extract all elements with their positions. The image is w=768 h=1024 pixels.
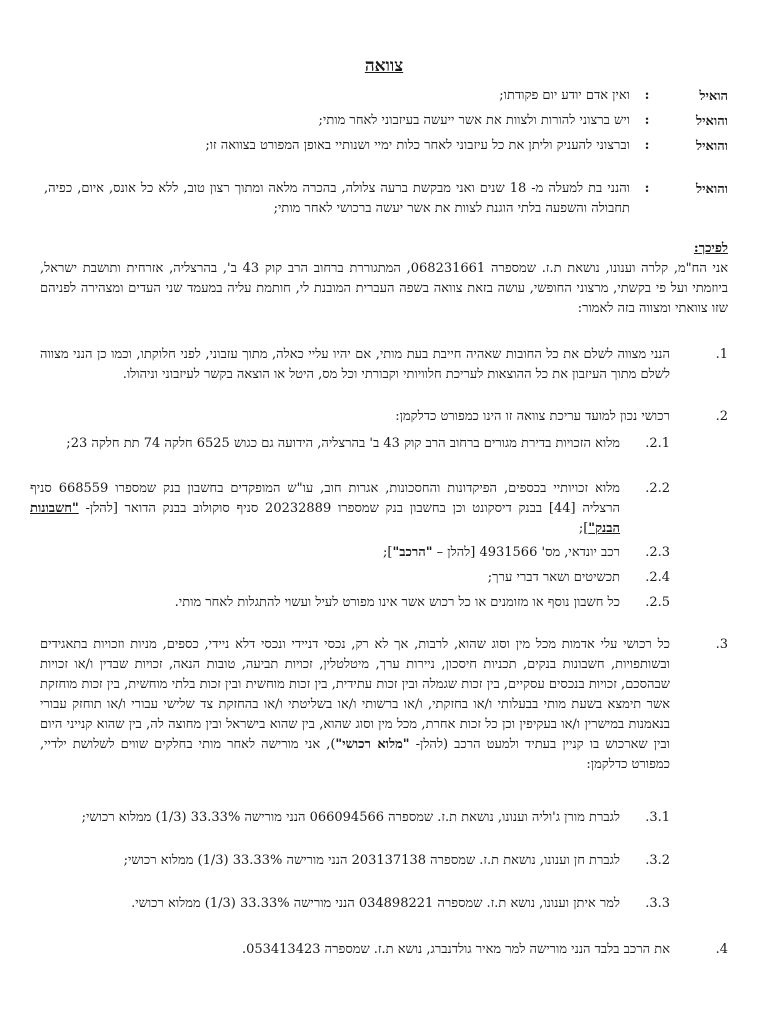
subsection-number: .3.1	[645, 810, 670, 825]
whereas-text: ואין אדם יודע יום פקודתו;	[499, 88, 630, 103]
whereas-text: והנני בת למעלה מ- 18 שנים ואני מבקשת ברעה צלולה, בהכרה מלאה ומתוך רצון טוב, ללא כל אונס, איום, כפיה, תחבולה והשפעה בלתי הוגנת לצוות את אשר יעשה ברכושי לאחר מותי;	[44, 181, 630, 216]
whereas-colon: :	[644, 181, 650, 196]
subsection-text: מלוא הזכויות בדירת מגורים ברחוב הרב קוק 43 ב' בהרצליה, הידועה גם כגוש 6525 חלקה 74 תת חלקה 23;	[66, 436, 620, 451]
subsection-text: למר איתן וענונו, נושא ת.ז. שמספרה 034898221 הנני מורישה 33.33% (1/3) ממלוא רכושי.	[131, 896, 620, 911]
subsection-number: .2.4	[645, 570, 670, 585]
whereas-colon: :	[644, 113, 650, 128]
subsection-number: .2.5	[645, 595, 670, 610]
section-number: .1	[715, 347, 728, 362]
section-number: .3	[715, 637, 728, 652]
title-text: צוואה	[364, 56, 404, 76]
subsection-number: .2.1	[645, 436, 670, 451]
whereas-label: והואיל	[696, 114, 728, 129]
section-text: את הרכב בלבד הנני מורישה למר מאיר גולדנברג, נושא ת.ז. שמספרה 053413423.	[241, 942, 670, 957]
intro-paragraph: אני הח"מ, קלרה וענונו, נושאת ת.ז. שמספרה 068231661, המתגוררת ברחוב הרב קוק 43 ב', בהרצליה, אזרחית ותושבת ישראל, ביוזמתי ועל פי בקשתי, מרצוני החופשי, עושה בזאת צוואה בשפה העברית המובנת לי, חותמת עליה במעמד שני העדים ומצהירה לפניהם שזו צוואתי ומצווה בזה לאמור:	[40, 261, 728, 316]
whereas-text: וברצוני להעניק וליתן את כל עיזבוני לאחר כלות ימיי ושנותיי באופן המפורט בצוואה זו;	[205, 138, 630, 153]
whereas-colon: :	[644, 138, 650, 153]
therefore-heading: לפיכך:	[693, 241, 728, 256]
subsection-text-part: רכב יונדאי, מס' 4931566 [להלן –	[432, 545, 620, 560]
defined-term: "מלוא רכושי"	[335, 737, 410, 752]
subsection-number: .2.2	[645, 481, 670, 496]
subsection-text: לגברת מורן ג'וליה וענונו, נושאת ת.ז. שמספרה 066094566 הנני מורישה 33.33% (1/3) ממלוא רכושי;	[81, 810, 620, 825]
defined-term: "חשבונות הבנק"	[30, 501, 620, 536]
subsection-text-part: ];	[578, 521, 589, 536]
subsection-number: .2.3	[645, 545, 670, 560]
subsection-text-part: ];	[383, 545, 393, 560]
whereas-label: והואיל	[696, 139, 728, 154]
whereas-label: הואיל	[699, 89, 728, 104]
section-text: רכושי נכון למועד עריכת צוואה זו הינו כמפורט כדלקמן:	[395, 409, 670, 424]
section-number: .4	[715, 942, 728, 957]
section-text	[40, 635, 670, 775]
whereas-label: והואיל	[696, 182, 728, 197]
subsection-text-part: מלוא זכויותיי בכספים, הפיקדונות והחסכונות, אגרות חוב, עו"ש המופקדים בחשבון בנק שמספרו 668559 סניף הרצליה [44] בבנק דיסקונט וכן בחשבון בנק שמספרו 20232889 סניף סוקולוב בבנק הדואר [להלן-	[30, 481, 620, 516]
subsection-number: .3.3	[645, 896, 670, 911]
subsection-text: לגברת חן וענונו, נושאת ת.ז. שמספרה 203137138 הנני מורישה 33.33% (1/3) ממלוא רכושי;	[123, 853, 620, 868]
section-number: .2	[715, 409, 728, 424]
whereas-text: ויש ברצוני להורות ולצוות את אשר ייעשה בעיזבוני לאחר מותי;	[318, 113, 630, 128]
section-text-part: ), אני מורישה לאחר מותי בחלקים שווים לשלושת ילדיי, כמפורט כדלקמן:	[40, 737, 670, 772]
subsection-text: כל חשבון נוסף או מזומנים או כל רכוש אשר אינו מפורט לעיל ועשוי להתגלות לאחר מותי.	[174, 595, 620, 610]
section-text: הנני מצווה לשלם את כל החובות שאהיה חייבת בעת מותי, אם יהיו עליי כאלה, מתוך עזבוני, לפני חלוקתו, וכמו כן הנני מצווה לשלם מתוך העיזבון את כל ההוצאות לעריכת חלוויותי וקבורתי וכל מס, היטל או הוצאה בקשר לעיזבוני וניהולו.	[40, 347, 670, 382]
subsection-text: תכשיטים ושאר דברי ערך;	[487, 570, 620, 585]
subsection-text	[30, 479, 620, 539]
subsection-text	[30, 543, 620, 563]
document-title	[0, 56, 768, 76]
section-text-part: כל רכושי עלי אדמות מכל מין וסוג שהוא, לרבות, אך לא רק, נכסי דניידי ונכסי דלא ניידי, כספים, מניות וזכויות בתאגידים ובשותפויות, חשבונות בנקים, תכניות חיסכון, ניירות ערך, מיטלטלין, זכויות תביעה, טובות הנאה, זכויות שבדין ו/או זכויות שבהסכם, זכויות בנכסים עסקיים, בין זכות שגמלה ובין זכות עתידית, בין זכות מוחשית ובין זכות בלתי מוחשית, בין זכות מוחזקת אשר תימצא בשעת מותי בבעלותי ו/או בחזקתי, ו/או ברשותי ו/או בשליטתי ו/או בהחזקת צד שלישי עבורי ו/או תוחזק עבורי בנאמנות במישרין ו/או בעקיפין וכן כל זכות אחרת, מכל מין וסוג שהוא, בין שהוא בישראל ובין מחוצה לה, בין שהוא קנייני היום ובין שארכוש בו קניין בעתיד ולמעט הרכב (להלן-	[40, 637, 670, 752]
subsection-number: .3.2	[645, 853, 670, 868]
whereas-colon: :	[644, 88, 650, 103]
defined-term: "הרכב"	[392, 545, 433, 560]
